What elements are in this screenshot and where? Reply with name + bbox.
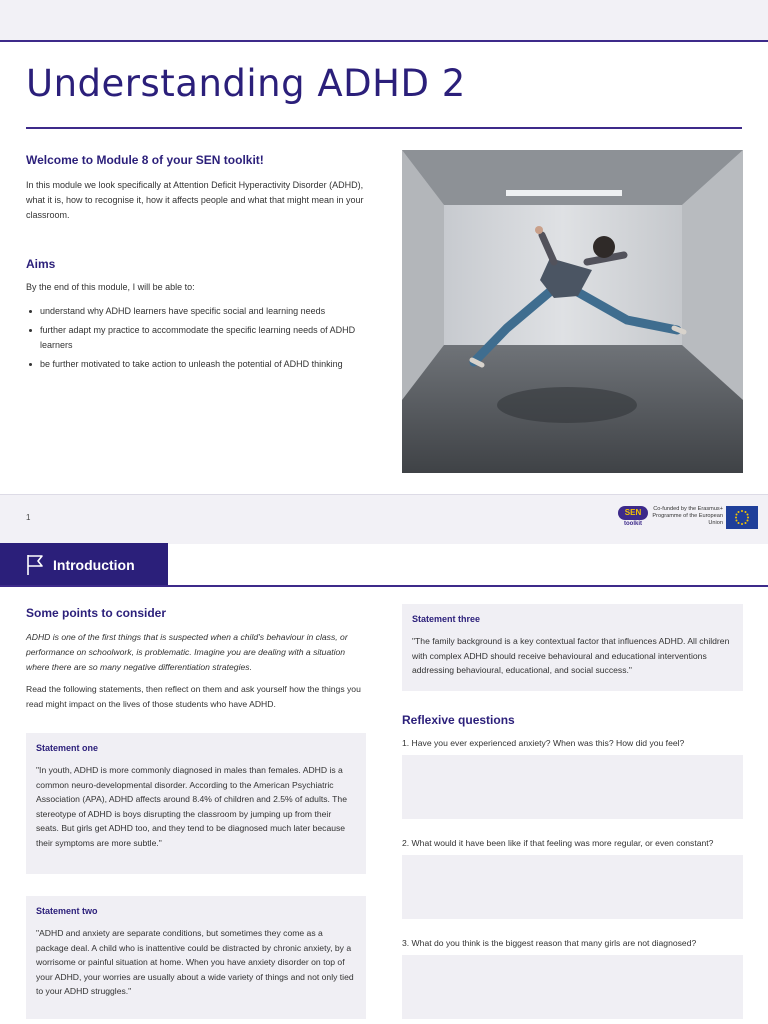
statement-title: Statement one <box>36 743 99 753</box>
page-title: Understanding ADHD 2 <box>26 62 466 105</box>
aims-list <box>26 304 376 376</box>
statement-body: "In youth, ADHD is more commonly diagnosed in males than females. ADHD is a common neuro-developmental disorder. According to the American Psychiatric Association (APA), ADHD affects around 8.4% of children and 2.5% of adults. The stereotype of ADHD is boys disrupting the classroom by jumping up from their seats. But girls get ADHD too, and they tend to be diagnosed much later because their symptoms are more subtle." <box>36 765 347 848</box>
erasmus-cofunded-text: Co-funded by the Erasmus+ Programme of the European Union <box>652 506 723 526</box>
welcome-text: In this module we look specifically at Attention Deficit Hyperactivity Disorder (ADHD), what it is, how to recognise it, how it affects people and what that might mean in your classroom. <box>26 180 364 220</box>
points-heading: Some points to consider <box>26 606 167 620</box>
statement-body: "The family background is a key contextual factor that influences ADHD. All children with complex ADHD should receive behavioural and educational interventions addressing behavioural, educational, and social success." <box>412 636 730 675</box>
points-italic-text: ADHD is one of the first things that is suspected when a child's behaviour in class, or performance on schoolwork, is problematic. Imagine you are dealing with a situation where there are so many negative differentiation strategies. <box>26 632 348 672</box>
aims-item: be further motivated to take action to unleash the potential of ADHD thinking <box>26 357 376 372</box>
statement-title: Statement three <box>412 614 481 624</box>
reflexive-question: 1. Have you ever experienced anxiety? When was this? How did you feel? <box>402 738 685 748</box>
flag-icon <box>26 554 44 576</box>
top-band <box>0 0 768 42</box>
reflexive-question: 2. What would it have been like if that feeling was more regular, or even constant? <box>402 838 714 848</box>
welcome-heading: Welcome to Module 8 of your SEN toolkit! <box>26 153 264 167</box>
statement-body: "ADHD and anxiety are separate conditions, but sometimes they come as a package deal. A child who is inattentive could be distracted by chronic anxiety, by a worrisome or painful situation at home. When you have anxiety disorder on top of your ADHD, your worries are usually about a wide variety of things and not only tied to your ADHD struggles." <box>36 928 354 996</box>
photo-illustration <box>402 150 743 473</box>
aims-item: understand why ADHD learners have specific social and learning needs <box>26 304 376 319</box>
reflexive-question: 3. What do you think is the biggest reason that many girls are not diagnosed? <box>402 938 697 948</box>
title-divider <box>26 127 742 129</box>
statement-one-card <box>26 733 366 874</box>
jumping-person-photo <box>402 150 743 473</box>
introduction-divider <box>0 585 768 587</box>
answer-box[interactable] <box>402 755 743 819</box>
points-instruction-text: Read the following statements, then reflect on them and ask yourself how the things you read might impact on the lives of those students who have ADHD. <box>26 684 361 709</box>
page-number: 1 <box>26 513 31 522</box>
aims-lead: By the end of this module, I will be able to: <box>26 282 195 292</box>
statement-three-card <box>402 604 743 691</box>
statement-title: Statement two <box>36 906 98 916</box>
eu-flag-icon <box>726 506 758 529</box>
reflexive-heading: Reflexive questions <box>402 713 515 727</box>
sen-toolkit-logo <box>618 506 648 532</box>
answer-box[interactable] <box>402 955 743 1019</box>
introduction-label: Introduction <box>53 557 135 573</box>
aims-item: further adapt my practice to accommodate the specific learning needs of ADHD learners <box>26 323 376 353</box>
sen-logo-text: SEN <box>618 506 648 520</box>
answer-box[interactable] <box>402 855 743 919</box>
aims-heading: Aims <box>26 257 56 271</box>
sen-logo-subtext: toolkit <box>624 521 642 527</box>
statement-two-card <box>26 896 366 1019</box>
